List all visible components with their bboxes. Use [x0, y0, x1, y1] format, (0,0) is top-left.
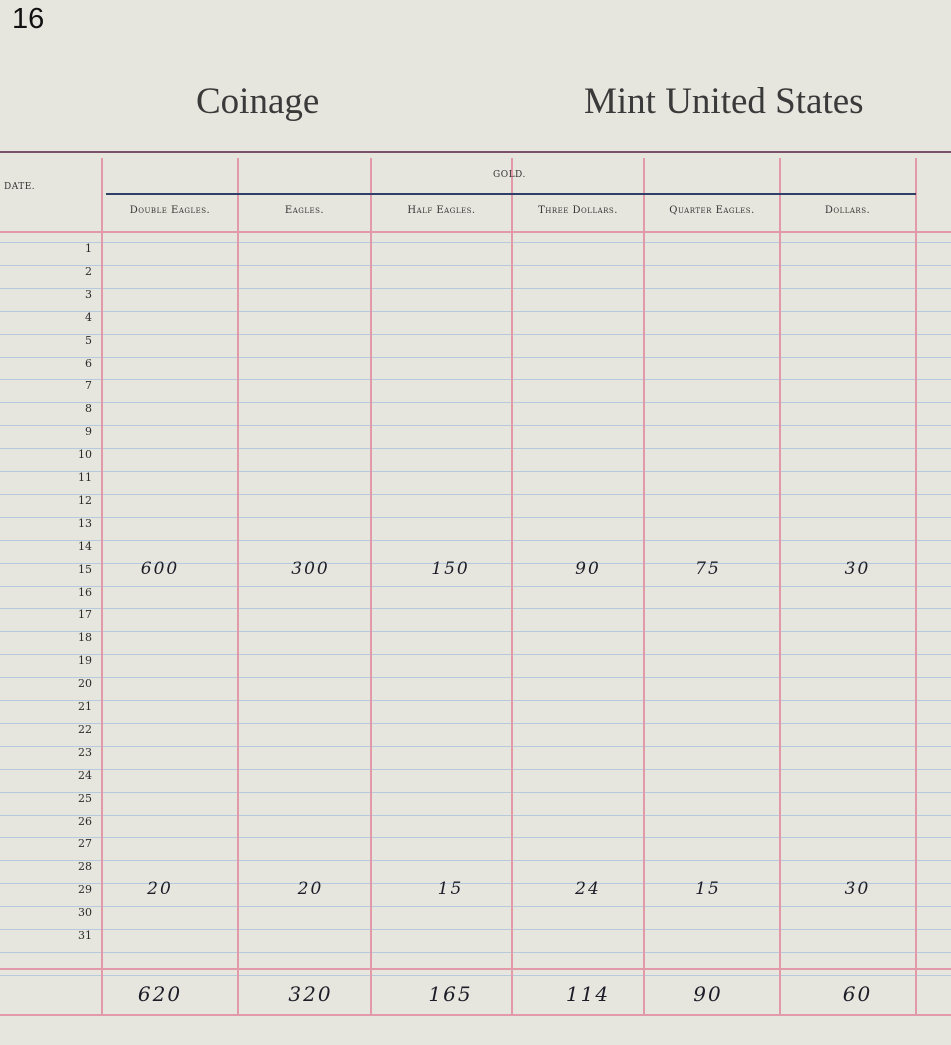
day-number: 21: [78, 700, 92, 713]
day-number: 19: [78, 654, 92, 667]
total-value: 620: [137, 982, 183, 1006]
day-number: 5: [85, 334, 92, 347]
ruled-line: [0, 860, 951, 861]
ruled-line: [0, 379, 951, 380]
ruled-line: [0, 608, 951, 609]
entry-value: 20: [297, 879, 324, 899]
entry-value: 75: [695, 559, 721, 579]
ledger-title-mint: Mint United States: [584, 81, 864, 122]
total-value: 90: [693, 982, 723, 1006]
ruled-line: [0, 769, 951, 770]
ruled-line: [0, 700, 951, 701]
ruled-line: [0, 837, 951, 838]
day-number: 16: [78, 586, 92, 599]
totals-bottom-rule: [0, 1014, 951, 1016]
day-number: 4: [85, 311, 92, 324]
ruled-line: [0, 517, 951, 518]
column-header-double-eagles: Double Eagles.: [129, 205, 211, 216]
ruled-line: [0, 265, 951, 266]
column-header-quarter-eagles: Quarter Eagles.: [669, 205, 755, 216]
day-number: 8: [85, 402, 92, 415]
day-number: 14: [78, 540, 92, 553]
column-divider: [237, 158, 239, 1016]
day-number: 15: [78, 563, 92, 576]
ruled-line: [0, 288, 951, 289]
ruled-line: [0, 792, 951, 793]
ruled-line: [0, 471, 951, 472]
day-number: 22: [78, 723, 92, 736]
day-number: 25: [78, 792, 92, 805]
day-number: 27: [78, 837, 92, 850]
day-number: 1: [85, 242, 92, 255]
ruled-line: [0, 746, 951, 747]
day-number: 31: [78, 929, 92, 942]
day-number: 9: [85, 425, 92, 438]
entry-value: 15: [695, 879, 721, 899]
day-number: 30: [78, 906, 92, 919]
ruled-line: [0, 631, 951, 632]
column-header-dollars: Dollars.: [824, 205, 871, 216]
day-number: 2: [85, 265, 92, 278]
ruled-line: [0, 448, 951, 449]
entry-value: 20: [147, 879, 173, 899]
column-header-eagles: Eagles.: [284, 205, 325, 216]
page-number: 16: [12, 3, 45, 35]
total-value: 320: [288, 982, 333, 1006]
ruled-line: [0, 654, 951, 655]
ruled-line: [0, 402, 951, 403]
total-value: 114: [565, 982, 611, 1006]
column-header-three-dollars: Three Dollars.: [538, 205, 618, 216]
column-header-half-eagles: Half Eagles.: [407, 205, 476, 216]
ruled-line: [0, 334, 951, 335]
entry-value: 15: [437, 879, 464, 899]
day-number: 7: [85, 379, 92, 392]
ruled-line: [0, 723, 951, 724]
gold-group-rule: [106, 193, 916, 195]
date-column-header: DATE.: [4, 182, 36, 192]
entry-value: 30: [844, 559, 871, 579]
day-number: 28: [78, 860, 92, 873]
ruled-line: [0, 929, 951, 930]
ruled-line: [0, 357, 951, 358]
ruled-line: [0, 494, 951, 495]
header-bottom-rule: [0, 231, 951, 233]
ruled-line: [0, 906, 951, 907]
day-number: 11: [78, 471, 92, 484]
day-number: 12: [78, 494, 92, 507]
day-number: 23: [78, 746, 92, 759]
ledger-title-coinage: Coinage: [196, 81, 320, 122]
entry-value: 90: [575, 559, 601, 579]
day-number: 6: [85, 357, 92, 370]
day-number: 17: [78, 608, 92, 621]
header-rule: [0, 151, 951, 153]
totals-top-rule: [0, 968, 951, 970]
day-number: 3: [85, 288, 92, 301]
ruled-line: [0, 540, 951, 541]
column-divider: [779, 158, 781, 1016]
ruled-line: [0, 815, 951, 816]
entry-value: 150: [431, 559, 470, 579]
ruled-line: [0, 242, 951, 243]
ruled-line: [0, 425, 951, 426]
day-number: 20: [78, 677, 92, 690]
day-number: 13: [78, 517, 92, 530]
day-number: 24: [78, 769, 92, 782]
total-value: 60: [842, 982, 873, 1006]
ruled-line: [0, 952, 951, 953]
ruled-line: [0, 311, 951, 312]
entry-value: 30: [844, 879, 871, 899]
total-value: 165: [428, 982, 473, 1006]
entry-value: 300: [291, 559, 330, 579]
entry-value: 600: [140, 559, 180, 579]
entry-value: 24: [575, 879, 601, 899]
ruled-line: [0, 975, 951, 976]
day-number: 18: [78, 631, 92, 644]
day-number: 29: [78, 883, 92, 896]
gold-group-header: GOLD.: [493, 170, 526, 180]
day-number: 26: [78, 815, 92, 828]
ruled-line: [0, 586, 951, 587]
day-number: 10: [78, 448, 92, 461]
ruled-line: [0, 677, 951, 678]
